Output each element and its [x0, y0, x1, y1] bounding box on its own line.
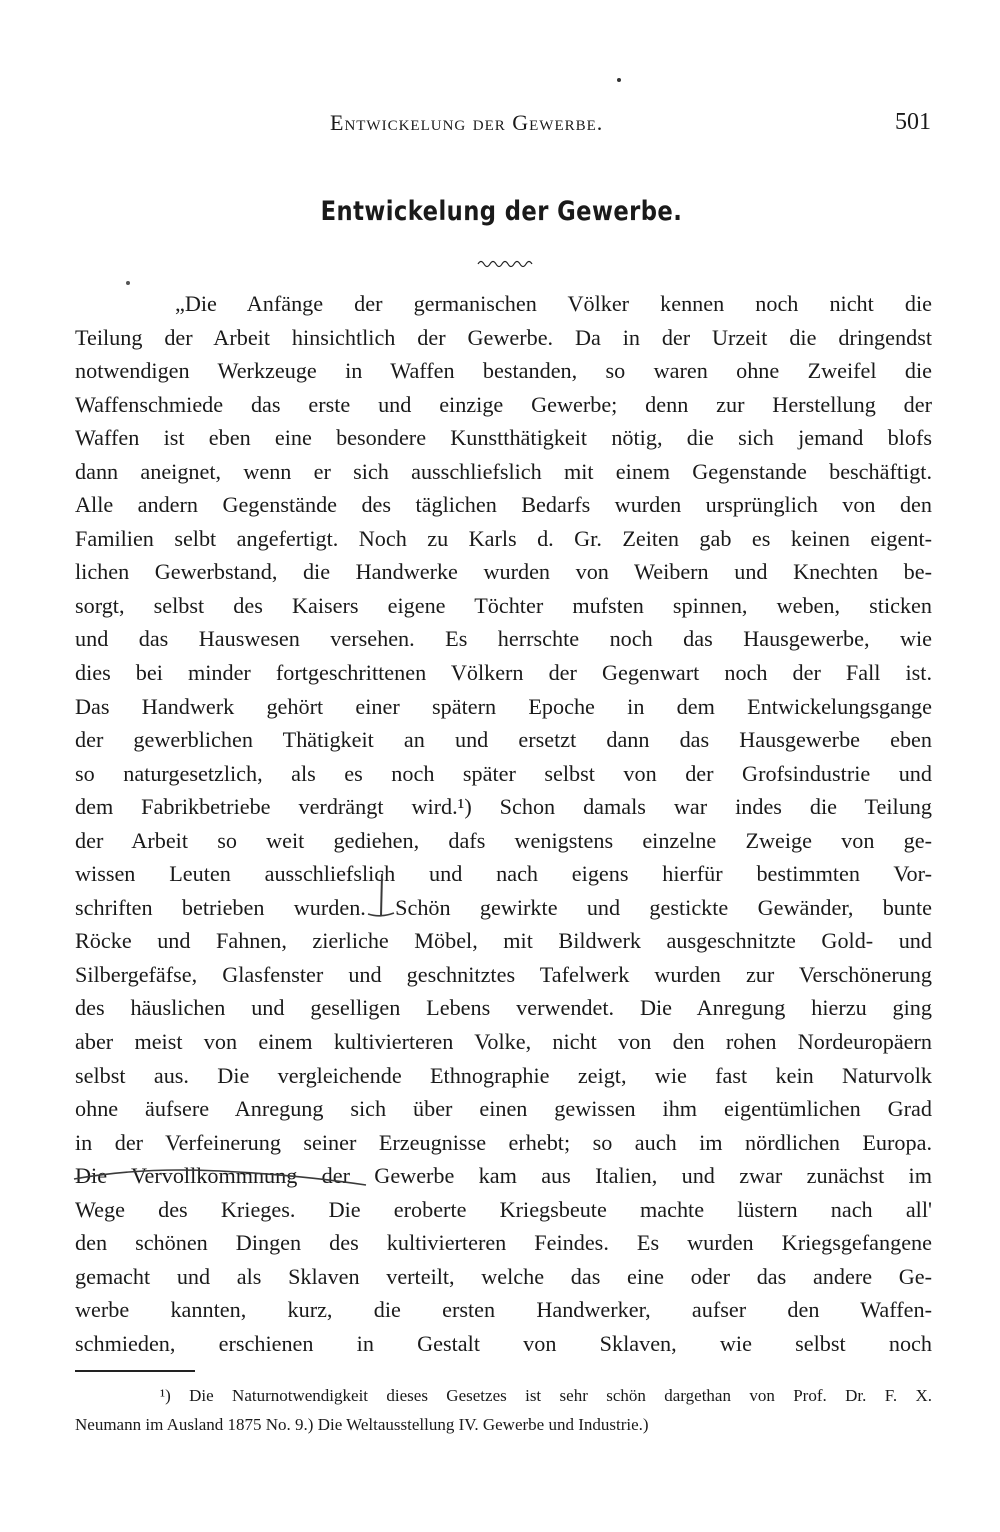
text-line: schmieden, erschienen in Gestalt von Sklaven, wie selbst noch [75, 1330, 932, 1356]
text-line: Die Vervollkommnung der Gewerbe kam aus Italien, und zwar zunächst im [75, 1163, 932, 1189]
text-line: aber meist von einem kultivierteren Volke, nicht von den rohen Nordeuropäern [75, 1029, 932, 1055]
text-line: selbst aus. Die vergleichende Ethnographie zeigt, wie fast kein Naturvolk [75, 1062, 932, 1088]
footnote-line: ¹) Die Naturnotwendigkeit dieses Gesetzes ist sehr schön dargethan von Prof. Dr. F. X. [160, 1386, 932, 1405]
text-line: Teilung der Arbeit hinsichtlich der Gewerbe. Da in der Urzeit die dringendst [75, 324, 932, 350]
text-line: Röcke und Fahnen, zierliche Möbel, mit Bildwerk ausgeschnitzte Gold- und [75, 928, 932, 954]
footnote-line: Neumann im Ausland 1875 No. 9.) Die Weltausstellung IV. Gewerbe und Industrie.) [75, 1415, 649, 1434]
footnotes [75, 1381, 932, 1439]
text-line: notwendigen Werkzeuge in Waffen bestanden, so waren ohne Zweifel die [75, 358, 932, 384]
speck-mark [126, 281, 130, 285]
text-line: „Die Anfänge der germanischen Völker kennen noch nicht die [175, 291, 932, 316]
text-line: Waffen ist eben eine besondere Kunstthätigkeit nötig, die sich jemand blofs [75, 425, 932, 451]
text-line: Wege des Krieges. Die eroberte Kriegsbeute machte lüstern nach all' [75, 1196, 932, 1222]
footnote-divider [75, 1370, 195, 1372]
text-line: dem Fabrikbetriebe verdrängt wird.¹) Schon damals war indes die Teilung [75, 794, 932, 820]
page-number: 501 [895, 109, 931, 135]
text-line: in der Verfeinerung seiner Erzeugnisse erhebt; so auch im nördlichen Europa. [75, 1129, 932, 1155]
speck-mark [617, 78, 621, 82]
text-line: Waffenschmiede das erste und einzige Gewerbe; denn zur Herstellung der [75, 391, 932, 417]
body-text [75, 287, 932, 1361]
wave-ornament-icon [477, 258, 535, 268]
text-line: dies bei minder fortgeschrittenen Völkern der Gegenwart noch der Fall ist. [75, 660, 932, 686]
text-line: der Arbeit so weit gediehen, dafs wenigstens einzelne Zweige von ge- [75, 827, 932, 853]
text-line: Alle andern Gegenstände des täglichen Bedarfs wurden ursprünglich von den [75, 492, 932, 518]
text-line: wissen Leuten ausschliefslich und nach eigens hierfür bestimmten Vor- [75, 861, 932, 887]
text-line: lichen Gewerbstand, die Handwerke wurden von Weibern und Knechten be- [75, 559, 932, 585]
running-header-title: Entwickelung der Gewerbe. [330, 110, 604, 135]
text-line: Familien selbt angefertigt. Noch zu Karls d. Gr. Zeiten gab es keinen eigent- [75, 525, 932, 551]
text-line: den schönen Dingen des kultivierteren Feindes. Es wurden Kriegsgefangene [75, 1230, 932, 1256]
chapter-title: Entwickelung der Gewerbe. [320, 196, 683, 227]
text-line: des häuslichen und geselligen Lebens verwendet. Die Anregung hierzu ging [75, 995, 932, 1021]
text-line: dann aneignet, wenn er sich ausschliefslich mit einem Gegenstande beschäftigt. [75, 458, 932, 484]
text-line: schriften betrieben wurden. Schön gewirkte und gestickte Gewänder, bunte [75, 894, 932, 920]
text-line: Das Handwerk gehört einer spätern Epoche in dem Entwickelungsgange [75, 693, 932, 719]
text-line: und das Hauswesen versehen. Es herrschte noch das Hausgewerbe, wie [75, 626, 932, 652]
text-line: der gewerblichen Thätigkeit an und ersetzt dann das Hausgewerbe eben [75, 727, 932, 753]
text-line: ohne äufsere Anregung sich über einen gewissen ihm eigentümlichen Grad [75, 1096, 932, 1122]
text-line: sorgt, selbst des Kaisers eigene Töchter mufsten spinnen, weben, sticken [75, 592, 932, 618]
text-line: so naturgesetzlich, als es noch später selbst von der Grofsindustrie und [75, 760, 932, 786]
text-line: gemacht und als Sklaven verteilt, welche das eine oder das andere Ge- [75, 1263, 932, 1289]
text-line: Silbergefäfse, Glasfenster und geschnitztes Tafelwerk wurden zur Verschönerung [75, 961, 932, 987]
text-line: werbe kannten, kurz, die ersten Handwerker, aufser den Waffen- [75, 1297, 932, 1323]
